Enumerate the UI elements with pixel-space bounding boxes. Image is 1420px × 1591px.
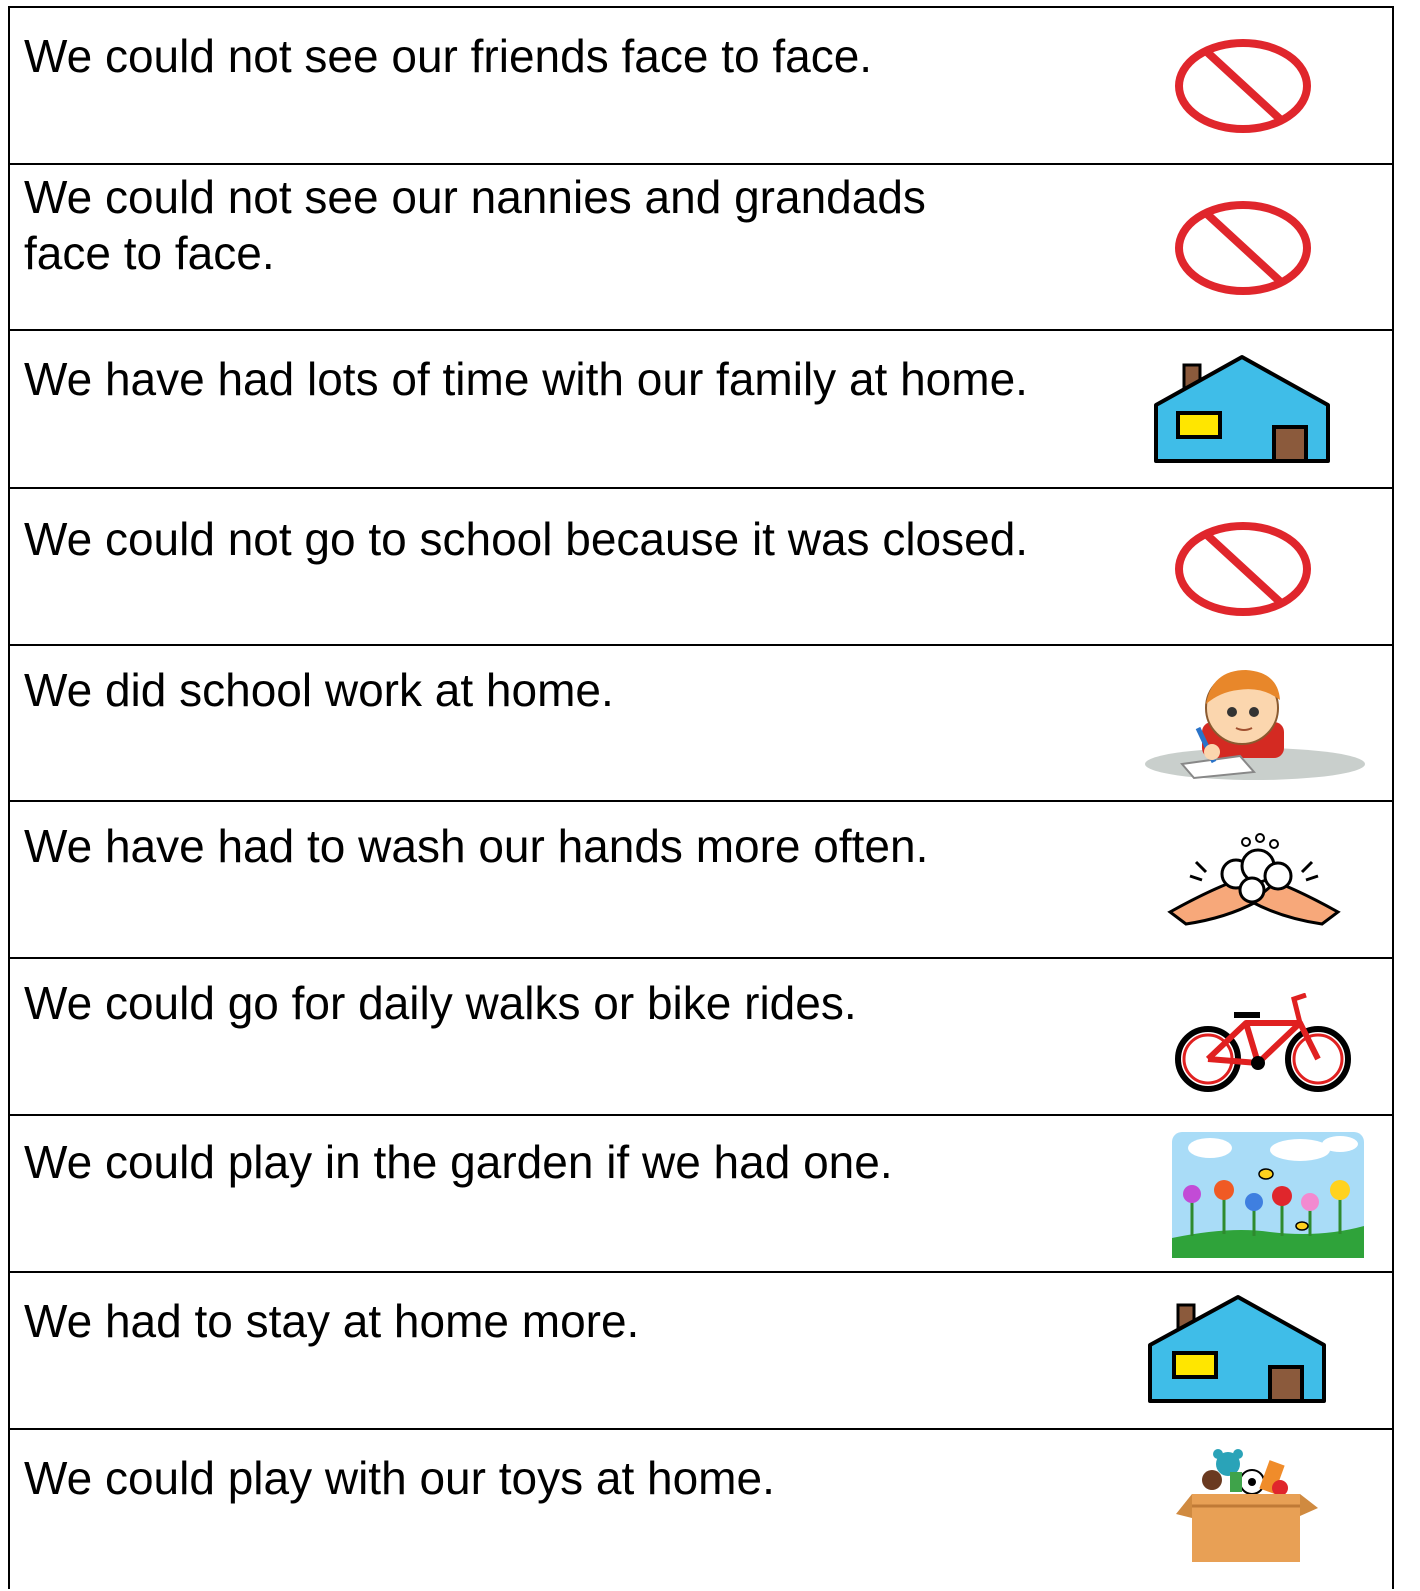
table-row bbox=[10, 1116, 1392, 1273]
table-row bbox=[10, 646, 1392, 802]
no-entry-icon bbox=[1173, 36, 1313, 136]
no-entry-icon bbox=[1173, 519, 1313, 619]
garden-icon bbox=[1170, 1130, 1366, 1260]
row-text: We have had to wash our hands more often. bbox=[24, 820, 929, 872]
table-row bbox=[10, 959, 1392, 1116]
row-text: We did school work at home. bbox=[24, 664, 614, 716]
toy-box-icon bbox=[1168, 1444, 1324, 1564]
table-row bbox=[10, 802, 1392, 959]
house-icon bbox=[1152, 353, 1332, 465]
table-row bbox=[10, 8, 1392, 165]
handwashing-icon bbox=[1166, 832, 1342, 932]
row-text: We have had lots of time with our family at home. bbox=[24, 353, 1028, 405]
child-writing-icon bbox=[1142, 664, 1368, 786]
row-text: We could not see our friends face to face. bbox=[24, 30, 873, 82]
row-text: We could not go to school because it was closed. bbox=[24, 513, 1029, 565]
statements-table bbox=[8, 6, 1394, 1589]
row-text: We had to stay at home more. bbox=[24, 1295, 640, 1347]
table-row bbox=[10, 165, 1392, 331]
table-row bbox=[10, 489, 1392, 646]
table-row bbox=[10, 331, 1392, 489]
table-row bbox=[10, 1430, 1392, 1591]
table-row bbox=[10, 1273, 1392, 1430]
row-text: We could play with our toys at home. bbox=[24, 1452, 775, 1504]
row-text: We could play in the garden if we had one. bbox=[24, 1136, 893, 1188]
house-icon bbox=[1146, 1293, 1328, 1405]
row-text: We could go for daily walks or bike rides. bbox=[24, 977, 857, 1029]
no-entry-icon bbox=[1173, 198, 1313, 298]
bicycle-icon bbox=[1170, 993, 1356, 1093]
row-text: We could not see our nannies and grandads face to face. bbox=[24, 171, 926, 279]
